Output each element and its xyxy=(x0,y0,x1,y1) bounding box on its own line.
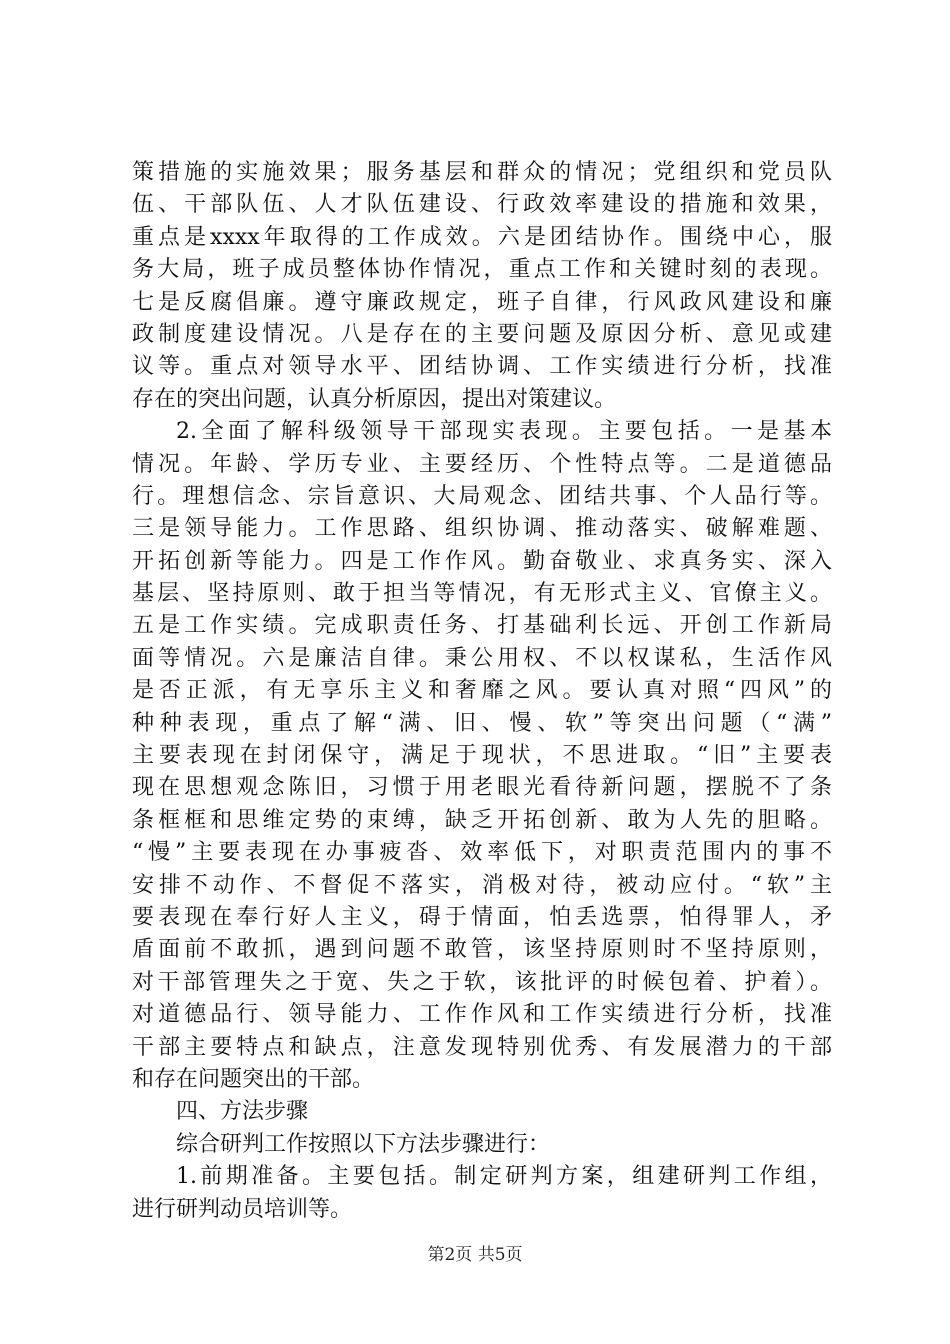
text-line-9: 2.全面了解科级领导干部现实表现。主要包括。一是基本 xyxy=(176,419,832,445)
text-line-17: 是否正派，有无享乐主义和奢靡之风。要认真对照“四风”的 xyxy=(132,678,832,704)
document-body xyxy=(132,157,832,1226)
text-line-19: 主要表现在封闭保守，满足于现状，不思进取。“旧”主要表 xyxy=(132,743,832,769)
text-line-32: 1.前期准备。主要包括。制定研判方案，组建研判工作组， xyxy=(176,1164,832,1190)
text-line-11: 行。理想信念、宗旨意识、大局观念、团结共事、个人品行等。 xyxy=(132,483,832,509)
text-line-26: 对干部管理失之于宽、失之于软，该批评的时候包着、护着）。 xyxy=(132,969,832,995)
text-line-15: 五是工作实绩。完成职责任务、打基础利长远、开创工作新局 xyxy=(132,613,832,639)
text-line-18: 种种表现，重点了解“满、旧、慢、软”等突出问题（“满” xyxy=(132,710,832,736)
text-line-7: 议等。重点对领导水平、团结协调、工作实绩进行分析，找准 xyxy=(132,354,832,380)
text-line-1: 策措施的实施效果；服务基层和群众的情况；党组织和党员队 xyxy=(132,160,832,185)
text-line-29: 和存在问题突出的干部。 xyxy=(132,1066,375,1092)
text-line-31: 综合研判工作按照以下方法步骤进行： xyxy=(176,1131,551,1157)
text-line-13: 开拓创新等能力。四是工作作风。勤奋敬业、求真务实、深入 xyxy=(132,548,832,574)
text-line-4: 务大局，班子成员整体协作情况，重点工作和关键时刻的表现。 xyxy=(132,257,832,283)
text-line-14: 基层、坚持原则、敢于担当等情况，有无形式主义、官僚主义。 xyxy=(132,581,832,607)
text-line-5: 七是反腐倡廉。遵守廉政规定，班子自律，行风政风建设和廉 xyxy=(132,289,832,315)
text-line-23: 安排不动作、不督促不落实，消极对待，被动应付。“软”主 xyxy=(132,872,832,898)
text-line-10: 情况。年龄、学历专业、主要经历、个性特点等。二是道德品 xyxy=(132,451,832,477)
text-line-12: 三是领导能力。工作思路、组织协调、推动落实、破解难题、 xyxy=(132,516,832,542)
page-number-footer: 第2页 共5页 xyxy=(427,1245,523,1265)
text-line-16: 面等情况。六是廉洁自律。秉公用权、不以权谋私，生活作风 xyxy=(132,645,832,671)
text-line-24: 要表现在奉行好人主义，碍于情面，怕丢选票，怕得罪人，矛 xyxy=(132,904,832,930)
text-line-21: 条框框和思维定势的束缚，缺乏开拓创新、敢为人先的胆略。 xyxy=(132,807,832,833)
text-line-8: 存在的突出问题，认真分析原因，提出对策建议。 xyxy=(132,386,617,412)
text-line-22: “慢”主要表现在办事疲沓、效率低下，对职责范围内的事不 xyxy=(132,840,832,866)
text-line-3: 重点是xxxx年取得的工作成效。六是团结协作。围绕中心，服 xyxy=(132,224,832,250)
text-line-2: 伍、干部队伍、人才队伍建设、行政效率建设的措施和效果， xyxy=(132,192,832,218)
text-line-27: 对道德品行、领导能力、工作作风和工作实绩进行分析，找准 xyxy=(132,1002,832,1028)
section-heading: 四、方法步骤 xyxy=(176,1099,309,1125)
text-line-25: 盾面前不敢抓，遇到问题不敢管，该坚持原则时不坚持原则， xyxy=(132,937,832,963)
text-line-20: 现在思想观念陈旧，习惯于用老眼光看待新问题，摆脱不了条 xyxy=(132,775,832,801)
text-line-28: 干部主要特点和缺点，注意发现特别优秀、有发展潜力的干部 xyxy=(132,1034,832,1060)
text-line-33: 进行研判动员培训等。 xyxy=(132,1196,353,1222)
text-line-6: 政制度建设情况。八是存在的主要问题及原因分析、意见或建 xyxy=(132,321,832,347)
